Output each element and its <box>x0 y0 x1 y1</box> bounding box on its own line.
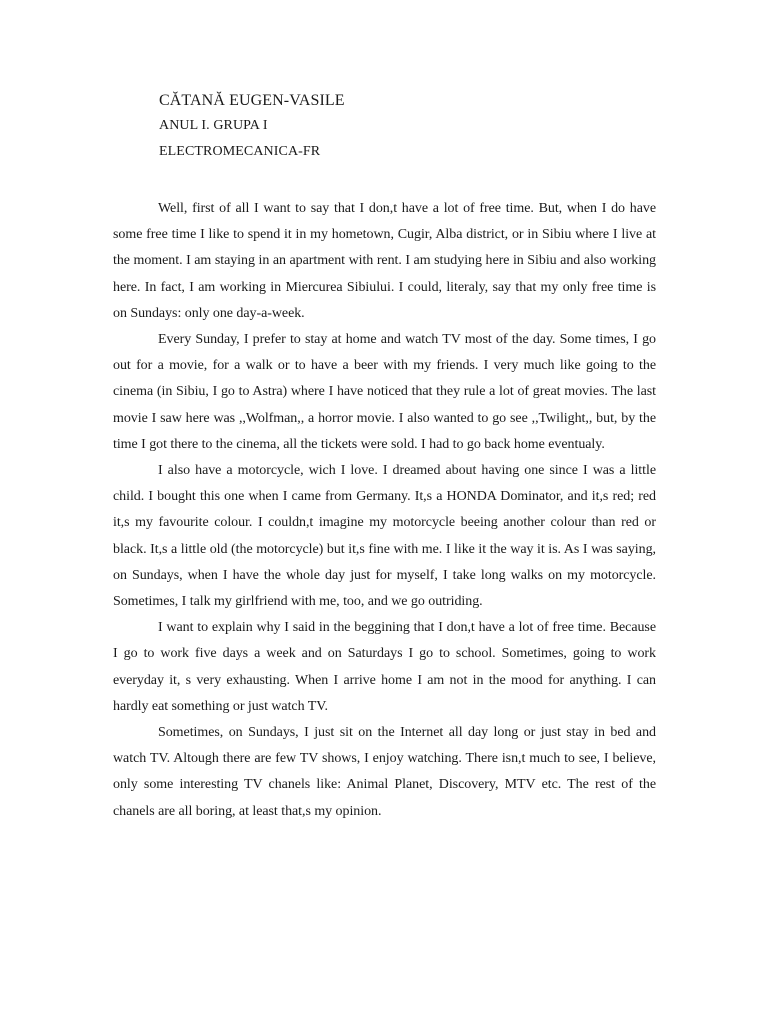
faculty: ELECTROMECANICA-FR <box>159 144 321 159</box>
paragraph-5: Sometimes, on Sundays, I just sit on the Internet all day long or just stay in bed and watch TV. Altough there are few TV shows, I enjoy watching. There isn,t much to see, I believe, only some interesting TV chanels like: Animal Planet, Discovery, MTV etc. The rest of the chanels are all boring, at least that,s my opinion. <box>113 725 656 819</box>
essay-body <box>113 196 656 825</box>
year-group: ANUL I. GRUPA I <box>159 118 268 133</box>
document-header <box>159 91 639 169</box>
paragraph-4: I want to explain why I said in the beggining that I don,t have a lot of free time. Because I go to work five days a week and on Saturdays I go to school. Sometimes, going to work everyday it, s very exhausting. When I arrive home I am not in the mood for anything. I can hardly eat something or just watch TV. <box>113 620 656 714</box>
paragraph-3: I also have a motorcycle, wich I love. I dreamed about having one since I was a little child. I bought this one when I came from Germany. It,s a HONDA Dominator, and it,s red; red it,s my favourite colour. I couldn,t imagine my motorcycle beeing another colour than red or black. It,s a little old (the motorcycle) but it,s fine with me. I like it the way it is. As I was saying, on Sundays, when I have the whole day just for myself, I take long walks on my motorcycle. Sometimes, I talk my girlfriend with me, too, and we go outriding. <box>113 463 656 610</box>
paragraph-1: Well, first of all I want to say that I don,t have a lot of free time. But, when I do have some free time I like to spend it in my hometown, Cugir, Alba district, or in Sibiu where I live at the moment. I am staying in an apartment with rent. I am studying here in Sibiu and also working here. In fact, I am working in Miercurea Sibiului. I could, literaly, say that my only free time is on Sundays: only one day-a-week. <box>113 201 656 321</box>
author-name: CĂTANĂ EUGEN-VASILE <box>159 92 345 109</box>
paragraph-2: Every Sunday, I prefer to stay at home and watch TV most of the day. Some times, I go out for a movie, for a walk or to have a beer with my friends. I very much like going to the cinema (in Sibiu, I go to Astra) where I have noticed that they rule a lot of great movies. The last movie I saw here was ,,Wolfman,, a horror movie. I also wanted to go see ,,Twilight,, but, by the time I got there to the cinema, all the tickets were sold. I had to go back home eventualy. <box>113 332 656 452</box>
